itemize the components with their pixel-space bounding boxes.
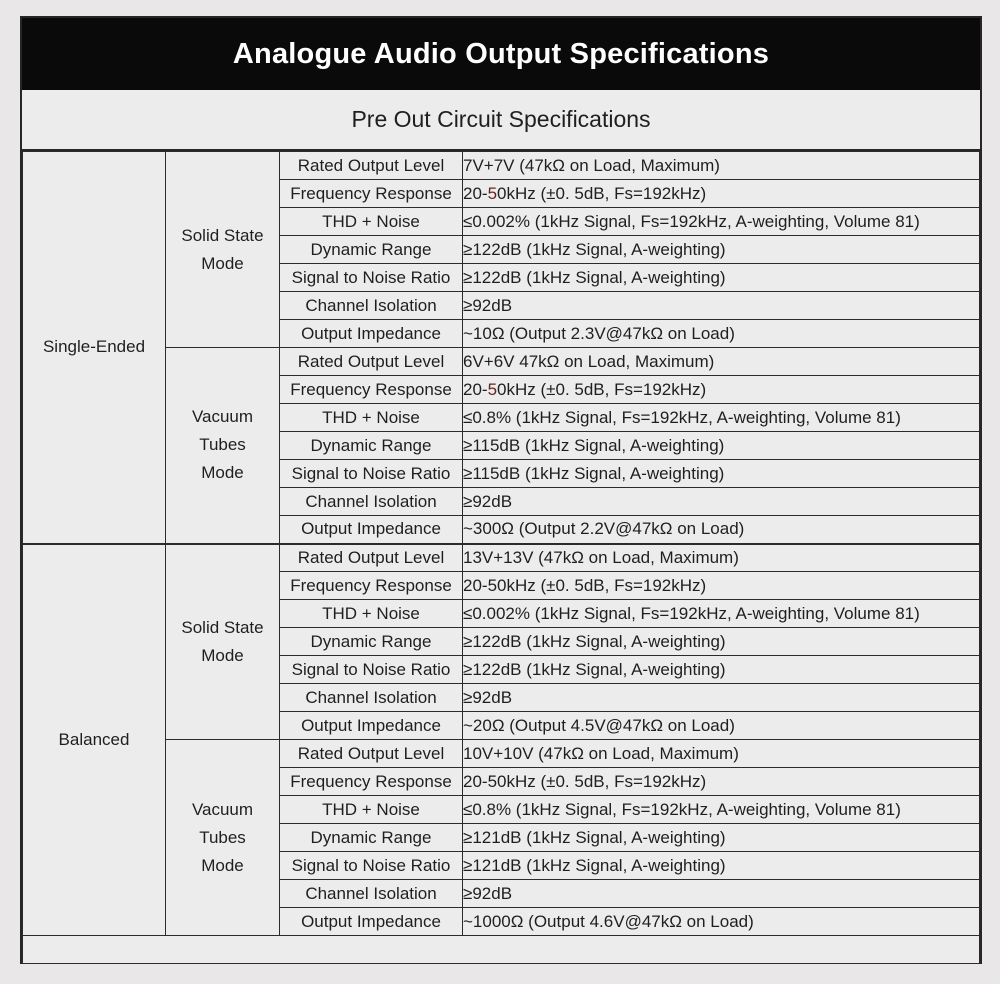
spec-value-cell: 20-50kHz (±0. 5dB, Fs=192kHz) bbox=[463, 572, 980, 600]
spec-label-cell: Frequency Response bbox=[280, 180, 463, 208]
spec-value-cell: ≥92dB bbox=[463, 684, 980, 712]
spec-label-cell: Rated Output Level bbox=[280, 348, 463, 376]
spec-label-cell: Output Impedance bbox=[280, 516, 463, 544]
mode-cell: Solid State Mode bbox=[166, 544, 280, 740]
spec-value-cell: ~20Ω (Output 4.5V@47kΩ on Load) bbox=[463, 712, 980, 740]
spec-value-cell: ≥92dB bbox=[463, 488, 980, 516]
spec-label-cell: Output Impedance bbox=[280, 320, 463, 348]
group-cell: Single-Ended bbox=[23, 152, 166, 544]
spec-value-cell: 20-50kHz (±0. 5dB, Fs=192kHz) bbox=[463, 768, 980, 796]
spec-value-cell: 6V+6V 47kΩ on Load, Maximum) bbox=[463, 348, 980, 376]
empty-footer-cell bbox=[23, 936, 980, 964]
spec-label-cell: THD + Noise bbox=[280, 208, 463, 236]
spec-label-cell: Channel Isolation bbox=[280, 292, 463, 320]
spec-row bbox=[23, 348, 980, 376]
spec-value-cell: ≥92dB bbox=[463, 880, 980, 908]
spec-label-cell: Frequency Response bbox=[280, 768, 463, 796]
spec-label-cell: Rated Output Level bbox=[280, 544, 463, 572]
spec-value-cell: 20-50kHz (±0. 5dB, Fs=192kHz) bbox=[463, 376, 980, 404]
mode-cell: Solid State Mode bbox=[166, 152, 280, 348]
spec-label-cell: Dynamic Range bbox=[280, 432, 463, 460]
spec-label-cell: Channel Isolation bbox=[280, 880, 463, 908]
spec-label-cell: THD + Noise bbox=[280, 600, 463, 628]
spec-value-cell: ≤0.002% (1kHz Signal, Fs=192kHz, A-weighting, Volume 81) bbox=[463, 208, 980, 236]
spec-label-cell: Channel Isolation bbox=[280, 684, 463, 712]
empty-footer-row bbox=[23, 936, 980, 964]
spec-value-cell: ≥122dB (1kHz Signal, A-weighting) bbox=[463, 264, 980, 292]
spec-value-cell: ≥121dB (1kHz Signal, A-weighting) bbox=[463, 824, 980, 852]
spec-value-cell: ≥122dB (1kHz Signal, A-weighting) bbox=[463, 656, 980, 684]
spec-value-cell: ≥92dB bbox=[463, 292, 980, 320]
spec-value-cell: ≥115dB (1kHz Signal, A-weighting) bbox=[463, 460, 980, 488]
spec-value-cell: 7V+7V (47kΩ on Load, Maximum) bbox=[463, 152, 980, 180]
mode-cell: Vacuum Tubes Mode bbox=[166, 740, 280, 936]
spec-value-cell: ~1000Ω (Output 4.6V@47kΩ on Load) bbox=[463, 908, 980, 936]
spec-row bbox=[23, 152, 980, 180]
table-subtitle: Pre Out Circuit Specifications bbox=[351, 106, 651, 132]
spec-value-cell: ≥121dB (1kHz Signal, A-weighting) bbox=[463, 852, 980, 880]
table-subtitle-row bbox=[22, 90, 980, 151]
table-title-bar bbox=[22, 18, 980, 90]
page-title: Analogue Audio Output Specifications bbox=[232, 37, 770, 70]
spec-label-cell: Dynamic Range bbox=[280, 236, 463, 264]
spec-label-cell: Rated Output Level bbox=[280, 740, 463, 768]
spec-label-cell: Frequency Response bbox=[280, 572, 463, 600]
spec-value-cell: ≥115dB (1kHz Signal, A-weighting) bbox=[463, 432, 980, 460]
spec-value-cell: ≤0.8% (1kHz Signal, Fs=192kHz, A-weighting, Volume 81) bbox=[463, 404, 980, 432]
spec-label-cell: Dynamic Range bbox=[280, 628, 463, 656]
spec-value-cell: 20-50kHz (±0. 5dB, Fs=192kHz) bbox=[463, 180, 980, 208]
spec-table bbox=[22, 151, 980, 964]
spec-value-cell: ≤0.002% (1kHz Signal, Fs=192kHz, A-weighting, Volume 81) bbox=[463, 600, 980, 628]
spec-value-cell: ≥122dB (1kHz Signal, A-weighting) bbox=[463, 236, 980, 264]
spec-row bbox=[23, 740, 980, 768]
spec-label-cell: Dynamic Range bbox=[280, 824, 463, 852]
spec-label-cell: Output Impedance bbox=[280, 908, 463, 936]
spec-label-cell: THD + Noise bbox=[280, 796, 463, 824]
spec-value-cell: ≤0.8% (1kHz Signal, Fs=192kHz, A-weighting, Volume 81) bbox=[463, 796, 980, 824]
spec-label-cell: Frequency Response bbox=[280, 376, 463, 404]
spec-label-cell: Channel Isolation bbox=[280, 488, 463, 516]
spec-row bbox=[23, 544, 980, 572]
group-cell: Balanced bbox=[23, 544, 166, 936]
mode-cell: Vacuum Tubes Mode bbox=[166, 348, 280, 544]
spec-label-cell: Output Impedance bbox=[280, 712, 463, 740]
spec-label-cell: THD + Noise bbox=[280, 404, 463, 432]
spec-value-cell: ≥122dB (1kHz Signal, A-weighting) bbox=[463, 628, 980, 656]
spec-table-card bbox=[20, 16, 982, 964]
spec-value-cell: ~300Ω (Output 2.2V@47kΩ on Load) bbox=[463, 516, 980, 544]
spec-label-cell: Rated Output Level bbox=[280, 152, 463, 180]
spec-label-cell: Signal to Noise Ratio bbox=[280, 264, 463, 292]
spec-value-cell: 13V+13V (47kΩ on Load, Maximum) bbox=[463, 544, 980, 572]
spec-value-cell: 10V+10V (47kΩ on Load, Maximum) bbox=[463, 740, 980, 768]
spec-label-cell: Signal to Noise Ratio bbox=[280, 852, 463, 880]
spec-label-cell: Signal to Noise Ratio bbox=[280, 656, 463, 684]
spec-label-cell: Signal to Noise Ratio bbox=[280, 460, 463, 488]
spec-value-cell: ~10Ω (Output 2.3V@47kΩ on Load) bbox=[463, 320, 980, 348]
